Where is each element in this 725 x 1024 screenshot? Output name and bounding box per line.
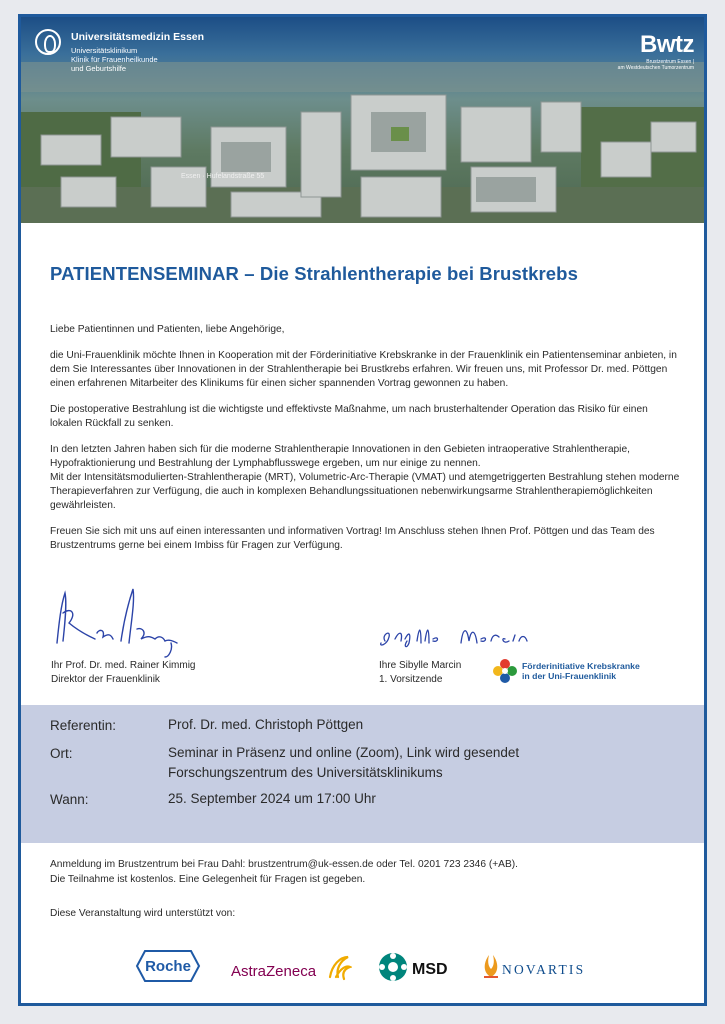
letter-body xyxy=(50,323,680,565)
signer-right-role: 1. Vorsitzende xyxy=(379,674,443,685)
astrazeneca-swirl-icon xyxy=(326,953,352,981)
roche-name: Roche xyxy=(145,958,191,975)
paragraph: In den letzten Jahren haben sich für die moderne Strahlentherapie Innovationen in den Gebieten intraoperative Strahlentherapie, Hypofraktionierung und Bestrahlung der Lymphabflusswege ergeben, um nur einige zu nennen. xyxy=(50,444,630,469)
org-line: in der Uni-Frauenklinik xyxy=(522,671,617,681)
flower-logo-icon xyxy=(492,658,518,684)
org-line: Förderinitiative Krebskranke xyxy=(522,661,640,671)
paragraph: Freuen Sie sich mit uns auf einen interessanten und informativen Vortrag! Im Anschluss stehen Ihnen Prof. Pöttgen und das Team des Brustzentrums gerne bei einem Imbiss für Fragen zur Verfügung. xyxy=(50,526,655,551)
page-title: PATIENTENSEMINAR – Die Strahlentherapie bei Brustkrebs xyxy=(50,263,578,284)
signature-marcin xyxy=(377,617,547,651)
place-value-line2: Forschungszentrum des Universitätsklinikums xyxy=(168,765,443,780)
place-label: Ort: xyxy=(50,746,73,761)
signer-right-name: Ihre Sibylle Marcin xyxy=(379,660,462,671)
breast-center-mark: Bwtz xyxy=(640,31,694,58)
institution-sub-line: Universitätsklinikum xyxy=(71,46,138,55)
signer-left-role: Direktor der Frauenklinik xyxy=(51,674,160,685)
street-sign: Essen · Hufelandstraße 55 xyxy=(181,173,265,180)
university-emblem-icon xyxy=(35,29,61,55)
flyer-page xyxy=(18,14,707,1006)
novartis-flame-icon xyxy=(481,951,501,979)
registration-info xyxy=(50,857,518,887)
speaker-value: Prof. Dr. med. Christoph Pöttgen xyxy=(168,717,364,732)
breast-center-sub-line: Brustzentrum Essen | xyxy=(646,59,694,65)
signer-left-name: Ihr Prof. Dr. med. Rainer Kimmig xyxy=(51,660,196,671)
registration-line: Anmeldung im Brustzentrum bei Frau Dahl: brustzentrum@uk-essen.de oder Tel. 0201 723 2346 (+AB). xyxy=(50,859,518,870)
breast-center-sub-line: am Westdeutschen Tumorzentrum xyxy=(617,65,694,71)
sponsor-logos xyxy=(21,945,704,989)
institution-sub-line: und Geburtshilfe xyxy=(71,64,127,73)
place-value-line1: Seminar in Präsenz und online (Zoom), Link wird gesendet xyxy=(168,745,520,760)
paragraph: die Uni-Frauenklinik möchte Ihnen in Kooperation mit der Förderinitiative Krebskranke in der Frauenklinik ein Patientenseminar anbieten, in dem Sie Interessantes über Innovationen in der Strahlentherapie bei Brustkrebs erfahren. Wir freuen uns, mit Professor Dr. med. Pöttgen einen erfahrenen Mitarbeiter des Klinikums für einen sicher spannenden Vortrag gewonnen zu haben. xyxy=(50,350,677,389)
institution-sub-line: Klinik für Frauenheilkunde xyxy=(71,55,158,64)
msd-name: MSD xyxy=(412,961,448,978)
foerderinitiative-name xyxy=(522,661,640,681)
msd-emblem-icon xyxy=(377,951,409,983)
roche-logo xyxy=(135,949,201,983)
paragraph: Die postoperative Bestrahlung ist die wichtigste und effektivste Maßnahme, um nach brusterhaltender Operation das Risiko für einen lokalen Rückfall zu senken. xyxy=(50,404,648,429)
foerderinitiative-logo xyxy=(492,658,672,686)
novartis-name: NOVARTIS xyxy=(502,962,586,977)
institution-name: Universitätsmedizin Essen xyxy=(71,31,205,43)
institution-sub xyxy=(71,46,158,73)
paragraph: Mit der Intensitätsmodulierten-Strahlentherapie (MRT), Volumetric-Arc-Therapie (VMAT) und atemgetriggerten Bestrahlung stehen moderne Therapieverfahren zur Verfügung, die auch in komplexen Behandlungssituationen nebenwirkungsarme Strahlentherapiemöglichkeiten gewährleisten. xyxy=(50,472,680,511)
speaker-label: Referentin: xyxy=(50,718,117,733)
astrazeneca-name: AstraZeneca xyxy=(231,963,317,980)
when-value: 25. September 2024 um 17:00 Uhr xyxy=(168,791,376,806)
free-admission-line: Die Teilnahme ist kostenlos. Eine Gelegenheit für Fragen ist gegeben. xyxy=(50,874,366,885)
signature-kimmig xyxy=(51,583,191,665)
when-label: Wann: xyxy=(50,792,89,807)
greeting: Liebe Patientinnen und Patienten, liebe Angehörige, xyxy=(50,324,285,335)
breast-center-logo xyxy=(618,31,694,71)
event-info-box xyxy=(21,705,704,843)
supported-by-text: Diese Veranstaltung wird unterstützt von: xyxy=(50,908,236,919)
header-aerial-photo xyxy=(21,17,704,223)
